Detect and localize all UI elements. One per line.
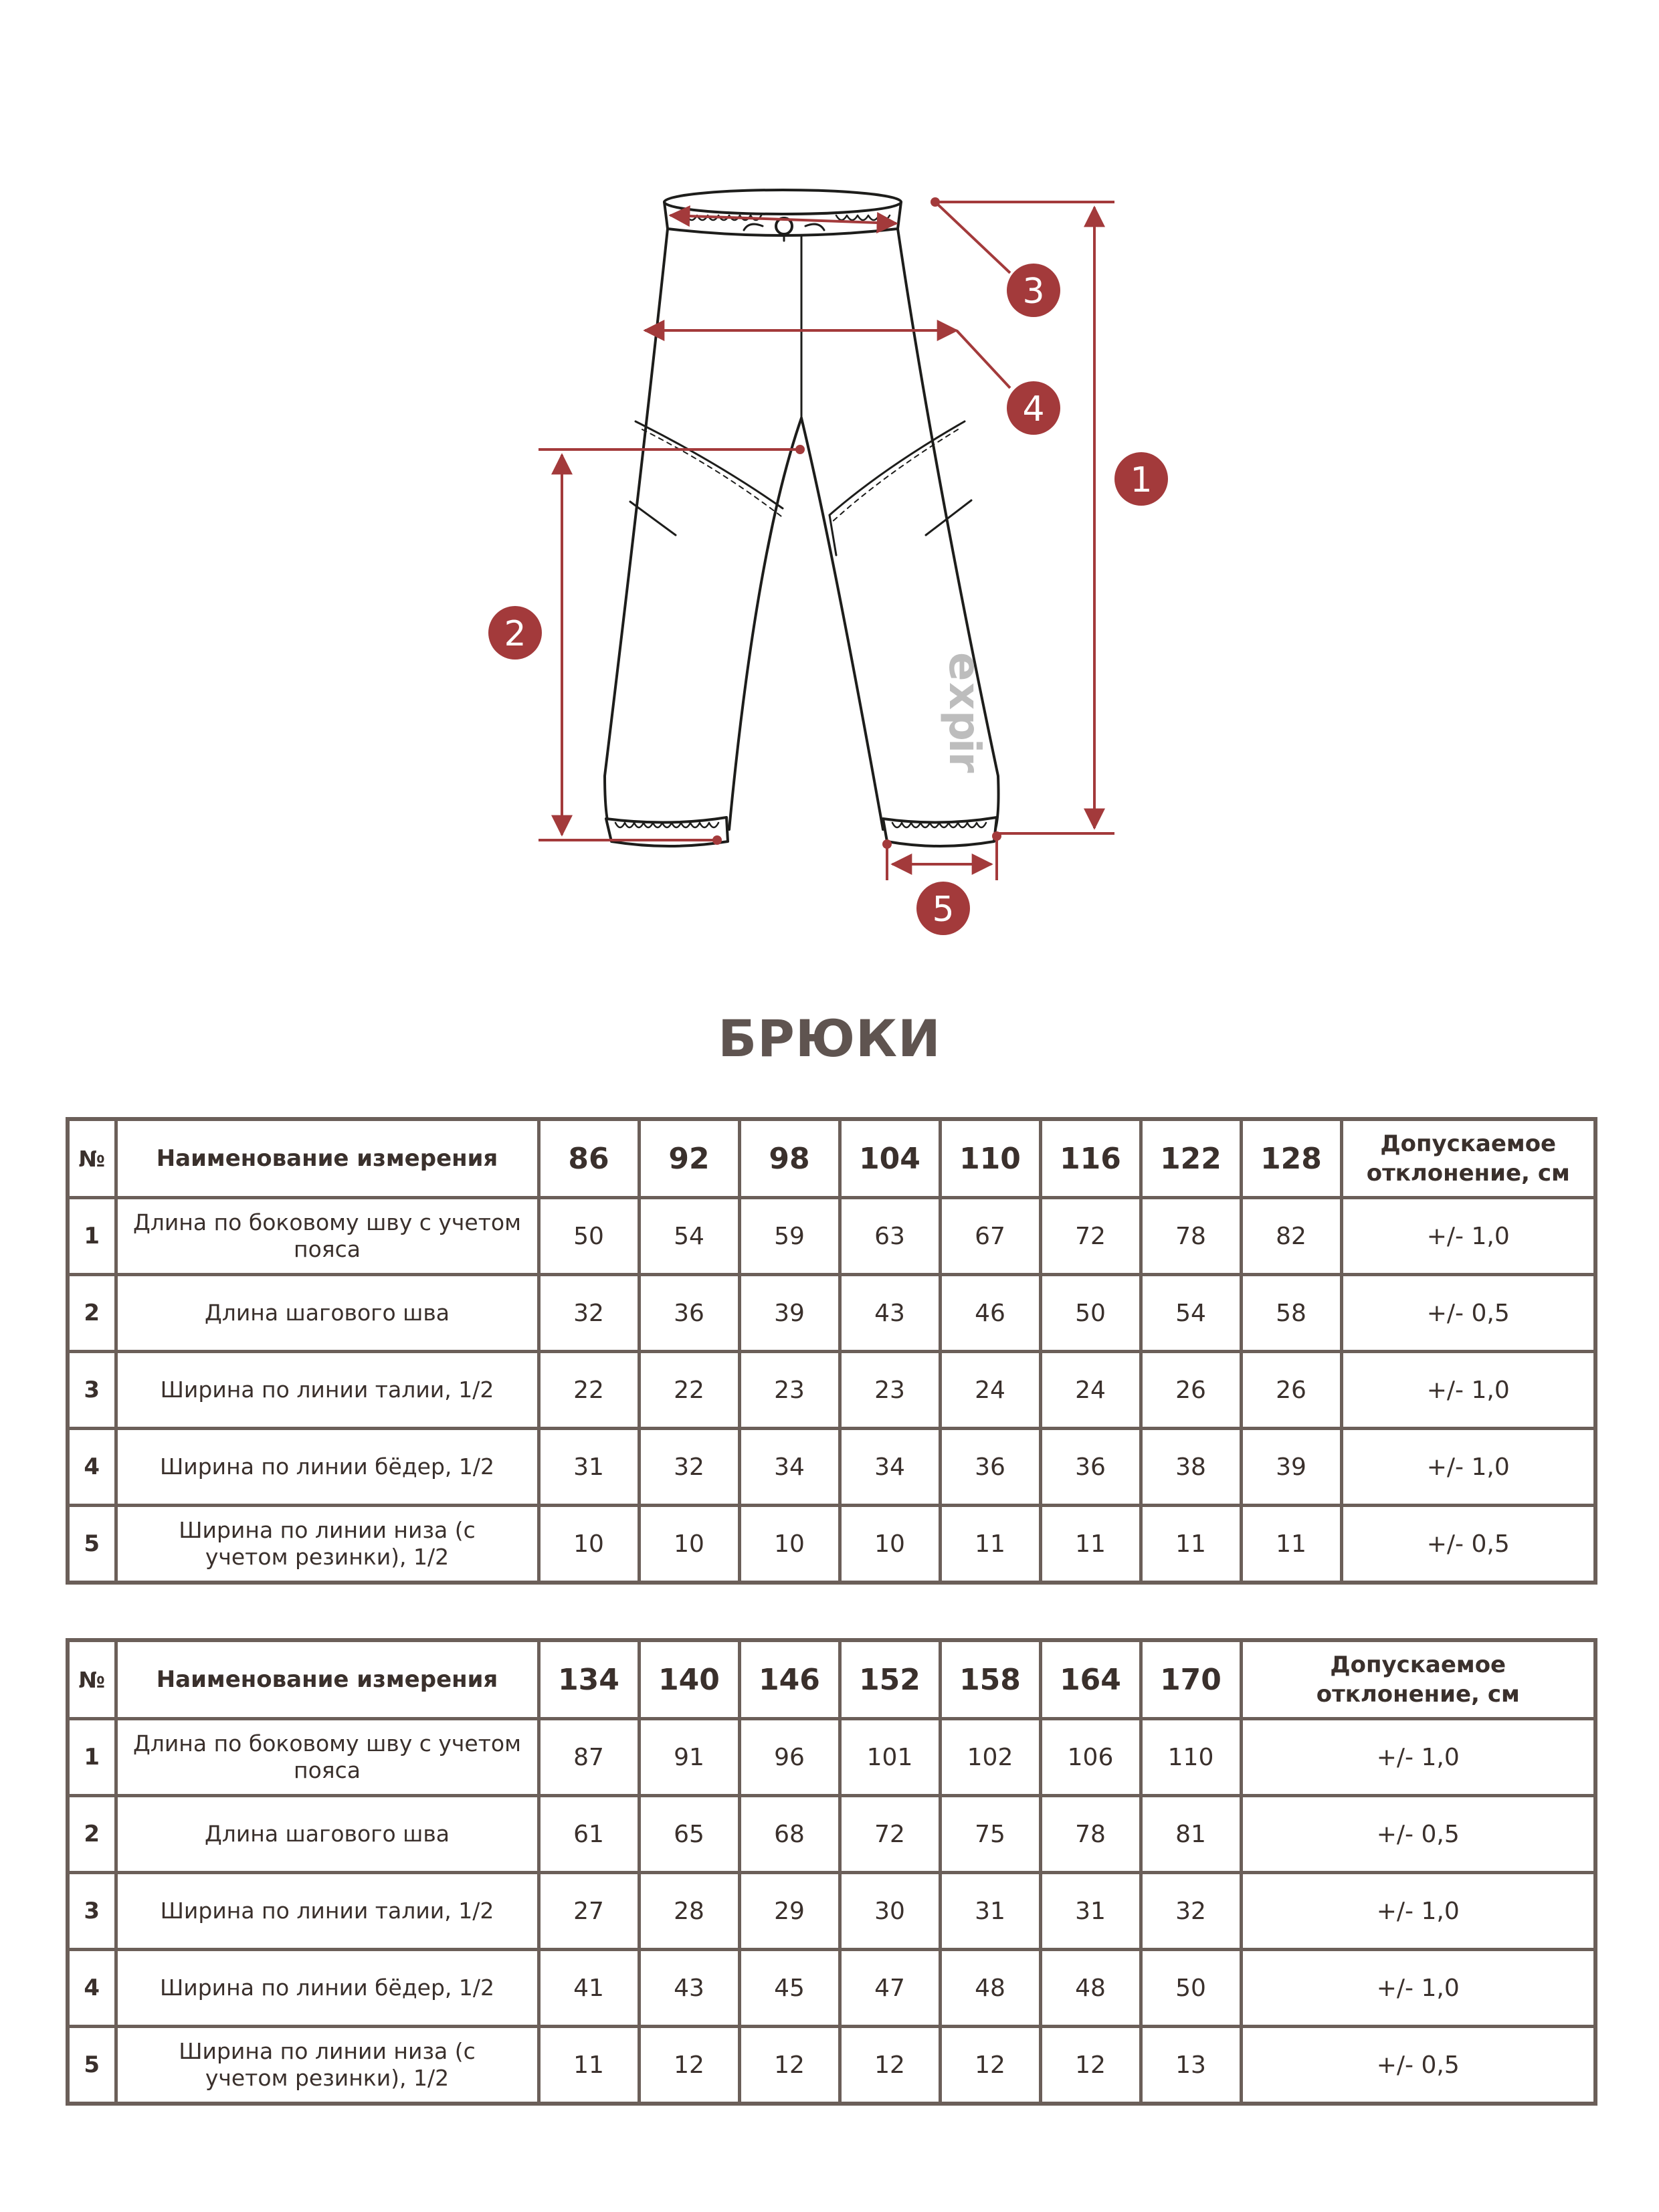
table-row [68, 1506, 1595, 1583]
measurement-name: Ширина по линии талии, 1/2 [116, 1873, 539, 1950]
value-cell: 54 [1141, 1275, 1241, 1352]
value-cell: 50 [1040, 1275, 1141, 1352]
value-cell: 22 [639, 1352, 739, 1429]
header-size: 158 [940, 1640, 1040, 1719]
row-number: 4 [68, 1429, 116, 1506]
value-cell: 87 [539, 1719, 639, 1796]
header-size: 104 [840, 1119, 940, 1198]
header-size: 164 [1040, 1640, 1141, 1719]
value-cell: 32 [1141, 1873, 1241, 1950]
brand-letter: x [939, 682, 989, 710]
measurement-name: Ширина по линии талии, 1/2 [116, 1352, 539, 1429]
value-cell: 12 [1040, 2027, 1141, 2104]
value-cell: 36 [1040, 1429, 1141, 1506]
value-cell: 31 [539, 1429, 639, 1506]
trousers-diagram [0, 0, 1659, 970]
tolerance-cell: +/- 1,0 [1341, 1352, 1595, 1429]
value-cell: 75 [940, 1796, 1040, 1873]
value-cell: 11 [1241, 1506, 1341, 1583]
value-cell: 48 [1040, 1950, 1141, 2027]
table-row [68, 1198, 1595, 1275]
brand-letter: p [939, 710, 989, 741]
value-cell: 10 [739, 1506, 840, 1583]
brand-letter: r [939, 752, 989, 773]
value-cell: 10 [639, 1506, 739, 1583]
measure-leader-3 [935, 202, 1010, 273]
table-row [68, 1429, 1595, 1506]
table-row [68, 1950, 1595, 2027]
header-number: № [68, 1119, 116, 1198]
table-header-row [68, 1119, 1595, 1198]
value-cell: 26 [1241, 1352, 1341, 1429]
table-row [68, 1796, 1595, 1873]
measurement-name: Длина по боковому шву с учетом пояса [116, 1719, 539, 1796]
brand-logo [939, 652, 989, 773]
table-row [68, 1275, 1595, 1352]
value-cell: 45 [739, 1950, 840, 2027]
tolerance-cell: +/- 1,0 [1341, 1198, 1595, 1275]
measure-line-2 [539, 449, 800, 840]
measurement-name: Ширина по линии бёдер, 1/2 [116, 1950, 539, 2027]
value-cell: 23 [739, 1352, 840, 1429]
value-cell: 82 [1241, 1198, 1341, 1275]
header-tolerance: Допускаемое отклонение, см [1341, 1119, 1595, 1198]
value-cell: 50 [539, 1198, 639, 1275]
measurement-name: Длина по боковому шву с учетом пояса [116, 1198, 539, 1275]
row-number: 5 [68, 1506, 116, 1583]
size-table-2 [66, 1638, 1597, 2106]
value-cell: 23 [840, 1352, 940, 1429]
header-size: 98 [739, 1119, 840, 1198]
marker-label: 4 [1022, 389, 1045, 429]
header-size: 92 [639, 1119, 739, 1198]
value-cell: 96 [739, 1719, 840, 1796]
value-cell: 30 [840, 1873, 940, 1950]
header-size: 116 [1040, 1119, 1141, 1198]
value-cell: 58 [1241, 1275, 1341, 1352]
value-cell: 10 [840, 1506, 940, 1583]
row-number: 5 [68, 2027, 116, 2104]
value-cell: 31 [1040, 1873, 1141, 1950]
table-row [68, 1873, 1595, 1950]
row-number: 4 [68, 1950, 116, 2027]
value-cell: 78 [1040, 1796, 1141, 1873]
row-number: 1 [68, 1198, 116, 1275]
value-cell: 10 [539, 1506, 639, 1583]
header-size: 86 [539, 1119, 639, 1198]
value-cell: 32 [639, 1429, 739, 1506]
row-number: 3 [68, 1873, 116, 1950]
value-cell: 39 [739, 1275, 840, 1352]
table-row [68, 1719, 1595, 1796]
value-cell: 46 [940, 1275, 1040, 1352]
value-cell: 24 [1040, 1352, 1141, 1429]
value-cell: 48 [940, 1950, 1040, 2027]
measure-leader-4 [957, 330, 1010, 388]
header-measurement-name: Наименование измерения [116, 1640, 539, 1719]
value-cell: 32 [539, 1275, 639, 1352]
value-cell: 41 [539, 1950, 639, 2027]
value-cell: 12 [940, 2027, 1040, 2104]
measurement-name: Ширина по линии низа (с учетом резинки), 1/2 [116, 1506, 539, 1583]
value-cell: 11 [1040, 1506, 1141, 1583]
header-size: 128 [1241, 1119, 1341, 1198]
value-cell: 13 [1141, 2027, 1241, 2104]
value-cell: 12 [840, 2027, 940, 2104]
value-cell: 26 [1141, 1352, 1241, 1429]
value-cell: 31 [940, 1873, 1040, 1950]
value-cell: 22 [539, 1352, 639, 1429]
table-row [68, 2027, 1595, 2104]
value-cell: 11 [940, 1506, 1040, 1583]
header-number: № [68, 1640, 116, 1719]
value-cell: 102 [940, 1719, 1040, 1796]
value-cell: 101 [840, 1719, 940, 1796]
value-cell: 12 [739, 2027, 840, 2104]
value-cell: 36 [940, 1429, 1040, 1506]
tolerance-cell: +/- 1,0 [1241, 1719, 1595, 1796]
marker-5 [916, 882, 970, 935]
value-cell: 68 [739, 1796, 840, 1873]
marker-1 [1114, 452, 1168, 506]
tolerance-cell: +/- 0,5 [1241, 1796, 1595, 1873]
header-size: 170 [1141, 1640, 1241, 1719]
value-cell: 29 [739, 1873, 840, 1950]
value-cell: 43 [840, 1275, 940, 1352]
value-cell: 110 [1141, 1719, 1241, 1796]
measurement-name: Ширина по линии бёдер, 1/2 [116, 1429, 539, 1506]
tolerance-cell: +/- 0,5 [1341, 1506, 1595, 1583]
brand-letter: e [939, 652, 989, 682]
value-cell: 67 [940, 1198, 1040, 1275]
value-cell: 91 [639, 1719, 739, 1796]
value-cell: 59 [739, 1198, 840, 1275]
value-cell: 50 [1141, 1950, 1241, 2027]
row-number: 3 [68, 1352, 116, 1429]
header-size: 146 [739, 1640, 840, 1719]
header-size: 140 [639, 1640, 739, 1719]
value-cell: 72 [1040, 1198, 1141, 1275]
marker-label: 3 [1022, 272, 1045, 312]
header-size: 134 [539, 1640, 639, 1719]
page-title: БРЮКИ [718, 1009, 941, 1068]
tolerance-cell: +/- 0,5 [1241, 2027, 1595, 2104]
value-cell: 24 [940, 1352, 1040, 1429]
brand-letter: i [939, 738, 989, 753]
value-cell: 72 [840, 1796, 940, 1873]
value-cell: 43 [639, 1950, 739, 2027]
marker-label: 1 [1130, 460, 1153, 500]
header-measurement-name: Наименование измерения [116, 1119, 539, 1198]
value-cell: 27 [539, 1873, 639, 1950]
measurement-name: Ширина по линии низа (с учетом резинки), 1/2 [116, 2027, 539, 2104]
value-cell: 36 [639, 1275, 739, 1352]
value-cell: 106 [1040, 1719, 1141, 1796]
measurement-name: Длина шагового шва [116, 1796, 539, 1873]
marker-4 [1007, 381, 1060, 435]
value-cell: 61 [539, 1796, 639, 1873]
value-cell: 34 [739, 1429, 840, 1506]
value-cell: 38 [1141, 1429, 1241, 1506]
header-tolerance: Допускаемое отклонение, см [1241, 1640, 1595, 1719]
tolerance-cell: +/- 1,0 [1241, 1950, 1595, 2027]
row-number: 2 [68, 1275, 116, 1352]
value-cell: 81 [1141, 1796, 1241, 1873]
table-header-row [68, 1640, 1595, 1719]
value-cell: 11 [539, 2027, 639, 2104]
value-cell: 39 [1241, 1429, 1341, 1506]
header-size: 122 [1141, 1119, 1241, 1198]
value-cell: 54 [639, 1198, 739, 1275]
value-cell: 28 [639, 1873, 739, 1950]
marker-3 [1007, 264, 1060, 317]
table-row [68, 1352, 1595, 1429]
marker-label: 5 [932, 890, 955, 930]
header-size: 110 [940, 1119, 1040, 1198]
value-cell: 11 [1141, 1506, 1241, 1583]
value-cell: 65 [639, 1796, 739, 1873]
value-cell: 47 [840, 1950, 940, 2027]
value-cell: 63 [840, 1198, 940, 1275]
size-table-1 [66, 1117, 1597, 1585]
tolerance-cell: +/- 1,0 [1341, 1429, 1595, 1506]
value-cell: 12 [639, 2027, 739, 2104]
header-size: 152 [840, 1640, 940, 1719]
value-cell: 78 [1141, 1198, 1241, 1275]
measurement-name: Длина шагового шва [116, 1275, 539, 1352]
row-number: 2 [68, 1796, 116, 1873]
row-number: 1 [68, 1719, 116, 1796]
marker-2 [488, 606, 542, 660]
value-cell: 34 [840, 1429, 940, 1506]
marker-label: 2 [504, 614, 526, 654]
tolerance-cell: +/- 1,0 [1241, 1873, 1595, 1950]
tolerance-cell: +/- 0,5 [1341, 1275, 1595, 1352]
